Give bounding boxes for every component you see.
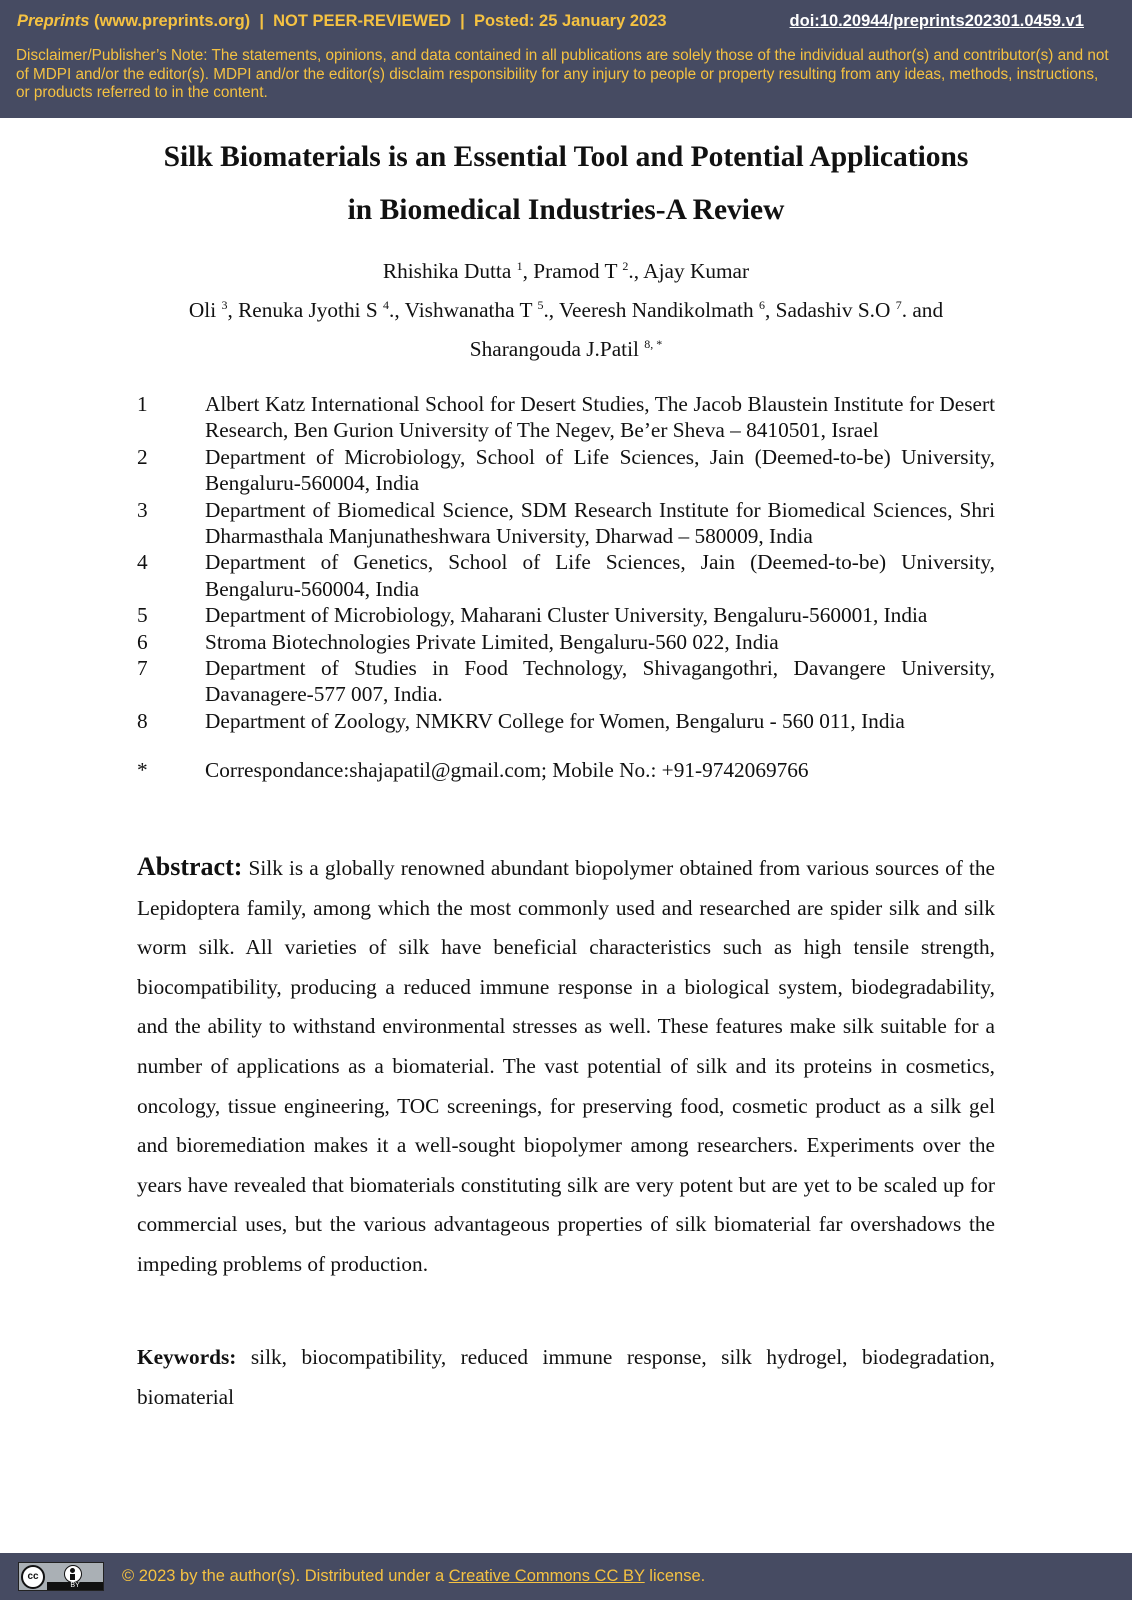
correspondence-mark: *: [137, 758, 148, 782]
publisher-disclaimer: Disclaimer/Publisher’s Note: The statements, opinions, and data contained in all publications are solely those of the individual author(s) and contributor(s) and not of MDPI and/or the editor(s). MDPI and/or the editor(s) disclaim responsibility for any injury to people or property resulting from any ideas, methods, instructions, or products referred to in the content.: [16, 47, 1109, 102]
license-text: [122, 1567, 705, 1586]
correspondence: [137, 758, 995, 783]
separator: |: [460, 12, 465, 30]
affiliation-text: Stroma Biotechnologies Private Limited, Bengaluru-560 022, India: [205, 629, 779, 654]
affiliation-item: [137, 602, 995, 628]
abstract-text: Silk is a globally renowned abundant biopolymer obtained from various sources of the Lepidoptera family, among which the most commonly used and researched are spider silk and silk worm silk. All varieties of silk have beneficial characteristics such as high tensile strength, biocompatibility, producing a reduced immune response in a biological system, biodegradability, and the ability to withstand environmental stresses as well. These features make silk suitable for a number of applications as a biomaterial. The vast potential of silk and its proteins in cosmetics, oncology, tissue engineering, TOC screenings, for preserving food, cosmetic product as a silk gel and bioremediation makes it a well-sought biopolymer among researchers. Experiments over the years have revealed that biomaterials constituting silk are very potent but are yet to be scaled up for commercial uses, but the various advantageous properties of silk biomaterial far overshadows the impeding problems of production.: [137, 856, 995, 1276]
affiliation-marker: 3: [221, 297, 228, 312]
affiliation-item: [137, 497, 995, 550]
author-name: Veeresh Nandikolmath: [559, 298, 759, 322]
cc-logo-icon: cc: [21, 1565, 45, 1589]
affiliation-item: [137, 549, 995, 602]
license-suffix: license.: [644, 1567, 706, 1585]
affiliation-text: Department of Studies in Food Technology, Shivagangothri, Davangere University, Davanagere-577 007, India.: [205, 656, 995, 707]
affiliation-number: 8: [137, 708, 148, 733]
affiliation-text: Department of Microbiology, School of Life Sciences, Jain (Deemed-to-be) University, Bengaluru-560004, India: [205, 444, 995, 496]
license-link[interactable]: Creative Commons CC BY: [448, 1567, 645, 1585]
abstract: [137, 847, 995, 1285]
affiliation-marker: 6: [758, 297, 765, 312]
preprint-status-line: [17, 12, 667, 31]
title-line: in Biomedical Industries-A Review: [347, 194, 785, 226]
affiliation-item: [137, 655, 995, 708]
affiliation-number: 2: [137, 444, 148, 469]
affiliation-marker: 7: [895, 297, 902, 312]
author-name: Sadashiv S.O: [775, 298, 896, 322]
affiliation-number: 4: [137, 550, 148, 575]
author-name: Rhishika Dutta: [382, 259, 517, 283]
author-name: Ajay Kumar: [643, 259, 750, 283]
author-list: Rhishika Dutta $^1$, Pramod T $^2$., Ajay Kumar Oli $^3$, Renuka Jyothi S $^4$., Vishwanatha T $^5$., Veeresh Nandikolmath $^6$, Sadashiv S.O $^7$. and Sharangouda J.Patil $^{8, *}$: [188, 258, 944, 361]
correspondence-text: Correspondance:shajapatil@gmail.com; Mobile No.: +91-9742069766: [205, 758, 809, 782]
affiliation-list: [137, 391, 995, 734]
review-status: NOT PEER-REVIEWED: [273, 12, 451, 30]
keywords-label: Keywords:: [137, 1345, 237, 1369]
affiliation-marker: 8, *: [644, 336, 663, 351]
affiliation-number: 5: [137, 603, 148, 628]
affiliation-number: 7: [137, 656, 148, 681]
title-line: Silk Biomaterials is an Essential Tool and Potential Applications: [163, 141, 969, 173]
affiliation-item: [137, 391, 995, 444]
affiliation-marker: 5: [537, 297, 544, 312]
keywords-text: silk, biocompatibility, reduced immune response, silk hydrogel, biodegradation, biomaterial: [137, 1345, 996, 1409]
author-name: Sharangouda J.Patil: [469, 337, 645, 361]
affiliation-number: 6: [137, 629, 148, 654]
separator: |: [259, 12, 264, 30]
affiliation-marker: 1: [516, 258, 523, 273]
by-label: BY: [47, 1582, 103, 1590]
affiliation-item: [137, 708, 995, 734]
affiliation-text: Department of Microbiology, Maharani Cluster University, Bengaluru-560001, India: [205, 603, 928, 628]
affiliation-text: Department of Biomedical Science, SDM Research Institute for Biomedical Sciences, Shri Dharmasthala Manjunatheshwara University, Dharwad – 580009, India: [205, 497, 995, 549]
author-name: Pramod T: [533, 259, 623, 283]
preprint-header-banner: [0, 0, 1132, 118]
attribution-person-icon: [64, 1565, 82, 1583]
author-name: Oli: [188, 298, 222, 322]
author-name: Renuka Jyothi S: [238, 298, 384, 322]
keywords: [137, 1338, 995, 1417]
affiliation-text: Department of Genetics, School of Life Sciences, Jain (Deemed-to-be) University, Bengaluru-560004, India: [205, 550, 995, 601]
affiliation-number: 1: [137, 392, 148, 416]
affiliation-text: Albert Katz International School for Desert Studies, The Jacob Blaustein Institute for Desert Research, Ben Gurion University of The Negev, Be’er Sheva – 8410501, Israel: [205, 392, 995, 443]
doi-link[interactable]: doi:10.20944/preprints202301.0459.v1: [789, 12, 1084, 30]
affiliation-number: 3: [137, 497, 148, 522]
abstract-label: Abstract:: [137, 852, 243, 881]
paper-title: [100, 131, 1032, 237]
brand-url[interactable]: (www.preprints.org): [94, 12, 251, 30]
author-name: Vishwanatha T: [404, 298, 538, 322]
affiliation-marker: 2: [622, 258, 629, 273]
license-footer: [0, 1553, 1132, 1600]
brand-name: Preprints: [17, 12, 90, 30]
cc-by-badge-icon[interactable]: [18, 1562, 104, 1591]
affiliation-item: [137, 444, 995, 497]
affiliation-marker: 4: [383, 297, 390, 312]
affiliation-item: [137, 629, 995, 655]
affiliation-text: Department of Zoology, NMKRV College for Women, Bengaluru - 560 011, India: [205, 708, 905, 733]
license-prefix: © 2023 by the author(s). Distributed under a: [122, 1567, 449, 1585]
posted-date: Posted: 25 January 2023: [473, 12, 667, 30]
